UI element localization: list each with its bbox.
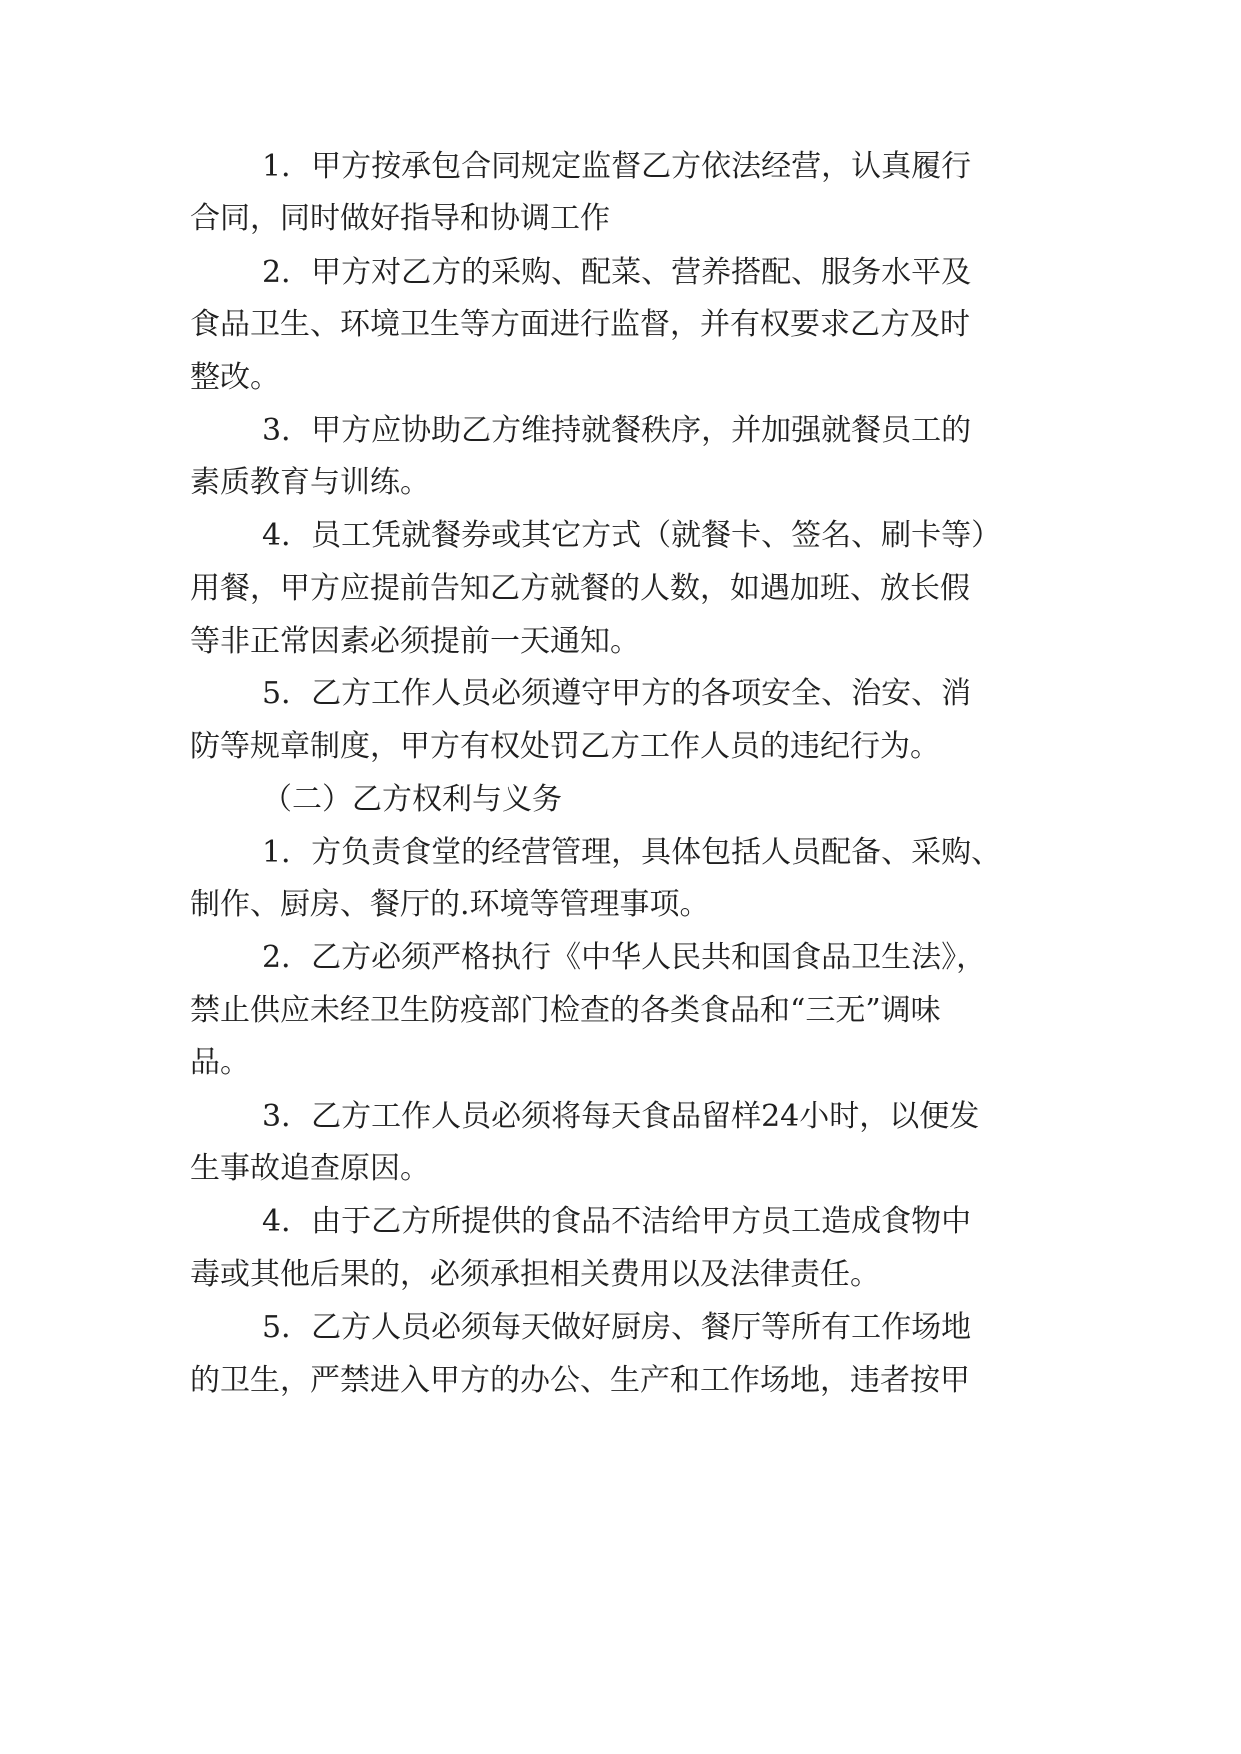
line-text: 1．甲方按承包合同规定监督乙方依法经营，认真履行: [262, 149, 972, 184]
line-text: 1．方负责食堂的经营管理，具体包括人员配备、采购、: [262, 835, 1002, 870]
line-text: 5．乙方人员必须每天做好厨房、餐厅等所有工作场地: [262, 1310, 972, 1345]
line-text: 5．乙方工作人员必须遵守甲方的各项安全、治安、消: [262, 676, 972, 711]
line-text: 3．甲方应协助乙方维持就餐秩序，并加强就餐员工的: [262, 413, 972, 448]
line-text: 防等规章制度，甲方有权处罚乙方工作人员的违纪行为。: [190, 729, 940, 764]
line-text: 合同，同时做好指导和协调工作: [190, 201, 610, 236]
line-text: 2．甲方对乙方的采购、配菜、营养搭配、服务水平及: [262, 255, 972, 290]
line-text: 生事故追查原因。: [190, 1151, 430, 1186]
line-text: 禁止供应未经卫生防疫部门检查的各类食品和“三无”调味: [190, 993, 941, 1028]
line-text: 整改。: [190, 360, 280, 395]
line-text: 素质教育与训练。: [190, 465, 430, 500]
line-text: 品。: [190, 1045, 250, 1080]
section-heading-text: （二）乙方权利与义务: [262, 782, 562, 817]
line-text: 食品卫生、环境卫生等方面进行监督，并有权要求乙方及时: [190, 307, 970, 342]
line-text: 的卫生，严禁进入甲方的办公、生产和工作场地，违者按甲: [190, 1363, 970, 1398]
line-text: 4．员工凭就餐券或其它方式（就餐卡、签名、刷卡等）: [262, 518, 1002, 553]
line-text: 3．乙方工作人员必须将每天食品留样24小时，以便发: [262, 1099, 980, 1134]
line-text: 等非正常因素必须提前一天通知。: [190, 624, 640, 659]
line-text: 用餐，甲方应提前告知乙方就餐的人数，如遇加班、放长假: [190, 571, 970, 606]
line-text: 毒或其他后果的，必须承担相关费用以及法律责任。: [190, 1257, 880, 1292]
line-text: 制作、厨房、餐厅的.环境等管理事项。: [190, 887, 710, 922]
line-text: 4．由于乙方所提供的食品不洁给甲方员工造成食物中: [262, 1204, 972, 1239]
line-text: 2．乙方必须严格执行《中华人民共和国食品卫生法》，: [262, 940, 987, 975]
